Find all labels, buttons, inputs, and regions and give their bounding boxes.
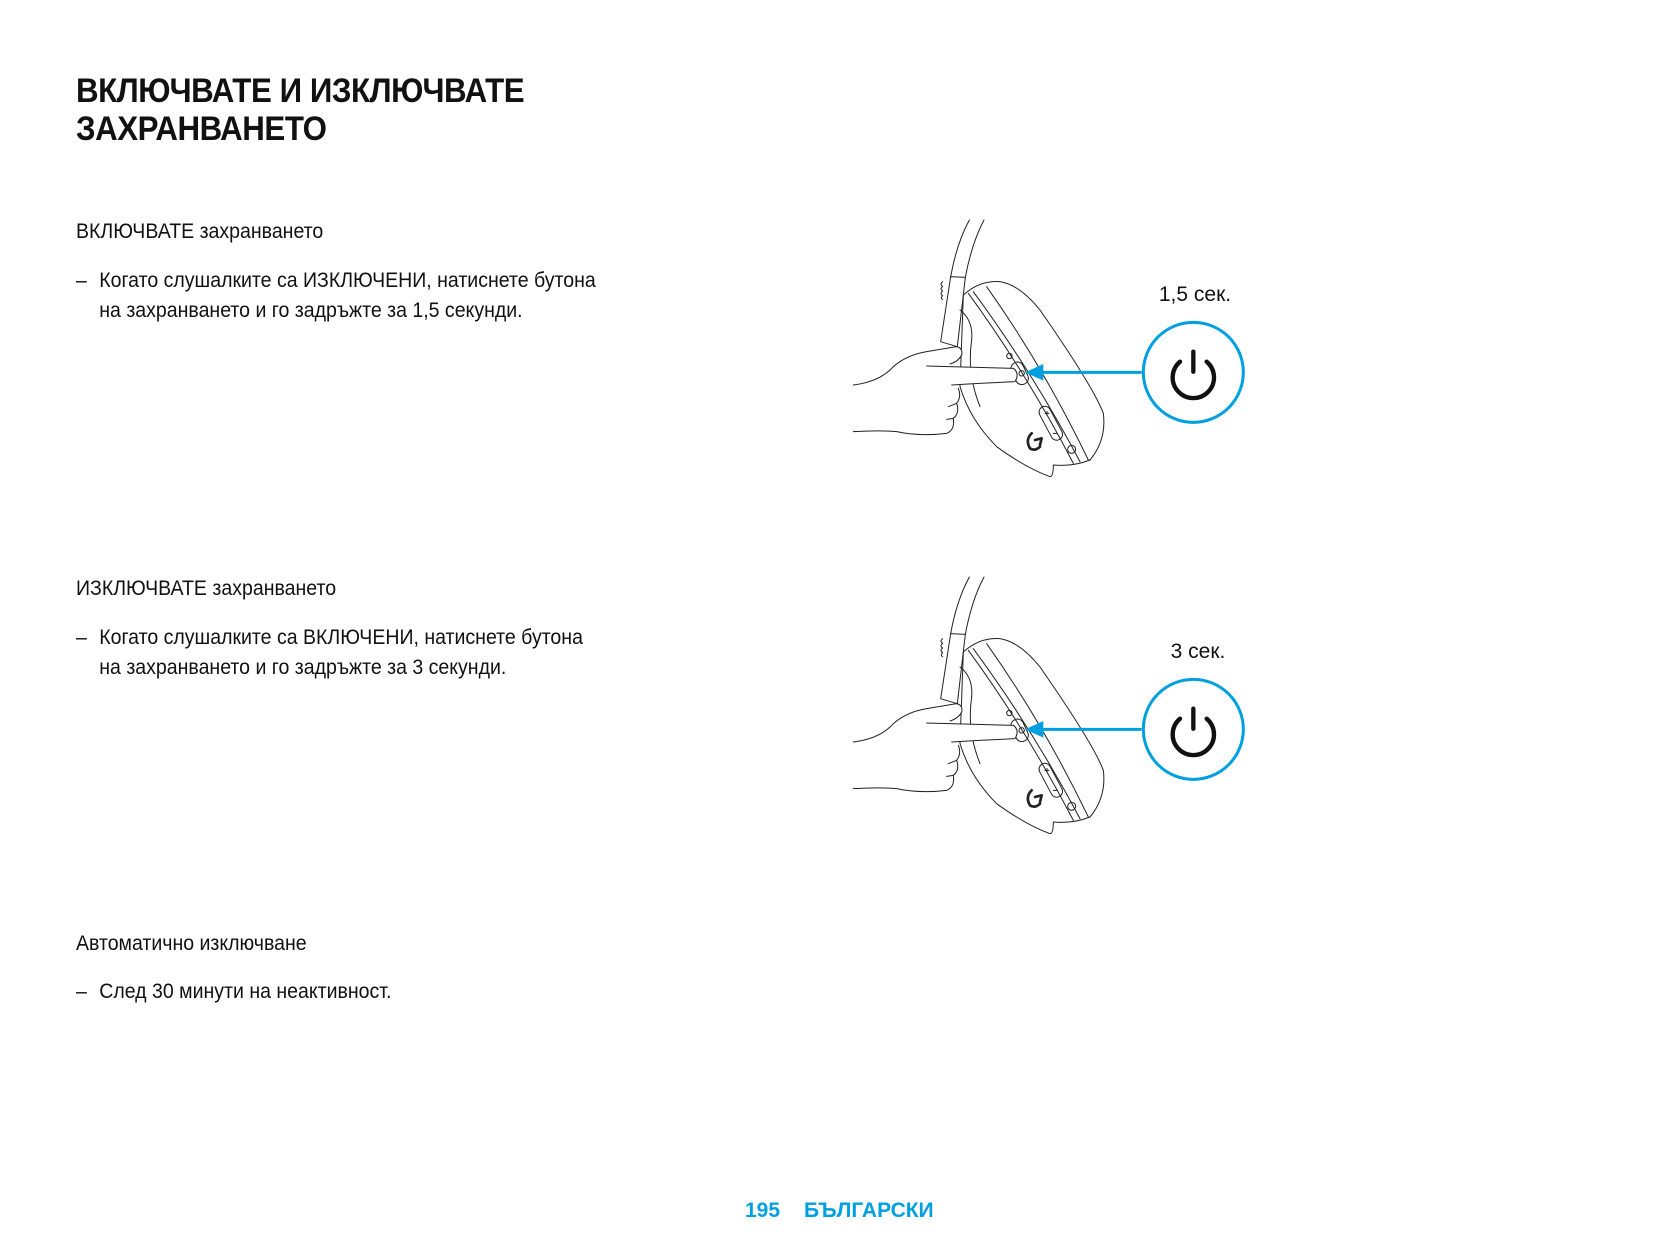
bullet-text: на захранването и го задръжте за 1,5 секунди. xyxy=(99,299,523,322)
section-heading-power-off: ИЗКЛЮЧВАТЕ захранването xyxy=(76,577,337,600)
hand xyxy=(853,704,1017,792)
hand xyxy=(853,347,1017,435)
bullet-text: Когато слушалките са ВКЛЮЧЕНИ, натиснете бутона xyxy=(99,626,583,649)
arrow xyxy=(1025,721,1142,738)
logo-g-icon xyxy=(1028,790,1042,806)
section-heading-auto-off: Автоматично изключване xyxy=(76,932,307,955)
bullet-marker: – xyxy=(76,980,87,1003)
power-button-callout xyxy=(1143,322,1243,422)
headset-press-button-illustration xyxy=(840,557,1280,857)
duration-label: 3 сек. xyxy=(1170,640,1226,663)
bullet-marker: – xyxy=(76,269,87,292)
bullet-power-on xyxy=(76,266,596,326)
illustration-power-on xyxy=(840,200,1280,500)
bullet-text: След 30 минути на неактивност. xyxy=(99,980,392,1003)
duration-label: 1,5 сек. xyxy=(1158,283,1232,306)
arrow xyxy=(1025,364,1142,381)
footer-language: БЪЛГАРСКИ xyxy=(804,1199,934,1222)
page-title-line1: ВКЛЮЧВАТЕ И ИЗКЛЮЧВАТЕ xyxy=(76,72,525,110)
section-heading-power-on: ВКЛЮЧВАТЕ захранването xyxy=(76,220,324,243)
bullet-auto-off xyxy=(76,977,392,1007)
logo-g-icon xyxy=(1028,433,1042,449)
headset-press-button-illustration xyxy=(840,200,1280,500)
bullet-power-off xyxy=(76,623,583,683)
power-button-callout xyxy=(1143,679,1243,779)
illustration-power-off xyxy=(840,557,1280,857)
bullet-text: на захранването и го задръжте за 3 секунди. xyxy=(99,656,507,679)
page-number: 195 xyxy=(745,1199,781,1222)
page-footer xyxy=(745,1199,958,1223)
page-title-line2: ЗАХРАНВАНЕТО xyxy=(76,110,327,148)
bullet-text: Когато слушалките са ИЗКЛЮЧЕНИ, натиснете бутона xyxy=(99,269,596,292)
bullet-marker: – xyxy=(76,626,87,649)
page-title xyxy=(76,72,524,148)
